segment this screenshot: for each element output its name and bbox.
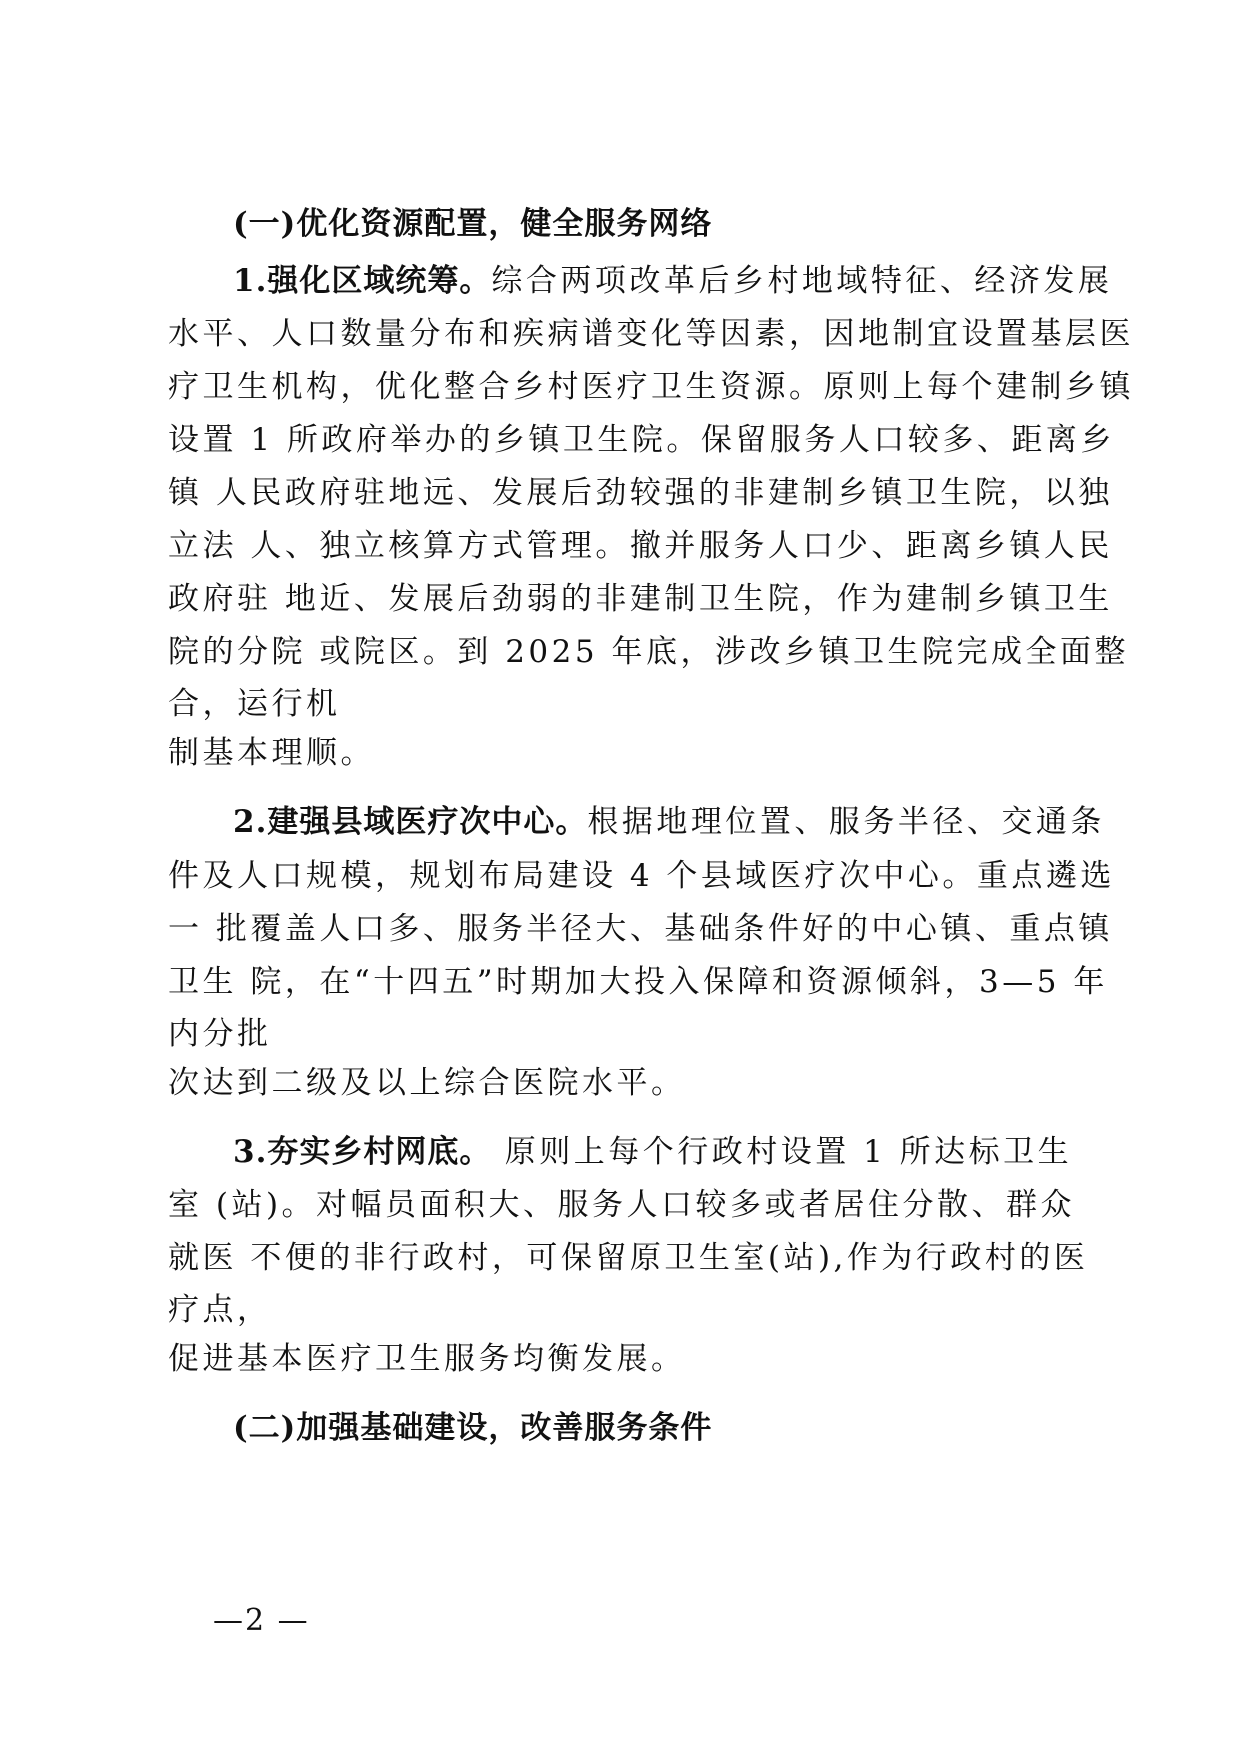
paragraph-line: 一 批覆盖人口多、服务半径大、基础条件好的中心镇、重点镇 — [168, 911, 1113, 947]
paragraph-line: 水平、人口数量分布和疾病谱变化等因素，因地制宜设置基层医 — [168, 316, 1134, 352]
paragraph-line: 卫生 院，在“十四五”时期加大投入保障和资源倾斜，3—5 年 — [168, 964, 1108, 1000]
paragraph-line: 内分批 — [168, 1016, 272, 1052]
paragraph-line: 次达到二级及以上综合医院水平。 — [168, 1065, 686, 1101]
item-lead-2: 2.建强县域医疗次中心。 — [233, 804, 588, 840]
item-text: 原则上每个行政村设置 1 所达标卫生 — [491, 1134, 1073, 1170]
paragraph-line: 疗卫生机构，优化整合乡村医疗卫生资源。原则上每个建制乡镇 — [168, 369, 1134, 405]
section-heading-2: (二)加强基础建设，改善服务条件 — [233, 1410, 713, 1446]
item-lead-1: 1.强化区域统筹。 — [233, 263, 492, 299]
paragraph-line: 院的分院 或院区。到 2025 年底，涉改乡镇卫生院完成全面整 — [168, 634, 1129, 670]
paragraph-line: 室 (站)。对幅员面积大、服务人口较多或者居住分散、群众 — [168, 1187, 1076, 1223]
paragraph-line: 就医 不便的非行政村，可保留原卫生室(站),作为行政村的医 — [168, 1240, 1089, 1276]
paragraph-line — [233, 802, 1105, 842]
item-lead-3: 3.夯实乡村网底。 — [233, 1134, 492, 1170]
paragraph-line: 促进基本医疗卫生服务均衡发展。 — [168, 1341, 686, 1377]
page-number: —2 — — [213, 1603, 310, 1638]
paragraph-line: 制基本理顺。 — [168, 735, 375, 771]
item-text: 根据地理位置、服务半径、交通条 — [587, 804, 1105, 840]
paragraph-line: 立法 人、独立核算方式管理。撤并服务人口少、距离乡镇人民 — [168, 528, 1113, 564]
paragraph-line — [233, 1132, 1072, 1172]
paragraph-line: 设置 1 所政府举办的乡镇卫生院。保留服务人口较多、距离乡 — [168, 422, 1115, 458]
section-heading-1: (一)优化资源配置，健全服务网络 — [233, 206, 713, 242]
paragraph-line: 政府驻 地近、发展后劲弱的非建制卫生院，作为建制乡镇卫生 — [168, 581, 1113, 617]
paragraph-line: 镇 人民政府驻地远、发展后劲较强的非建制乡镇卫生院，以独 — [168, 475, 1113, 511]
paragraph-line: 合，运行机 — [168, 686, 341, 722]
paragraph-line — [233, 261, 1112, 301]
item-text: 综合两项改革后乡村地域特征、经济发展 — [491, 263, 1113, 299]
paragraph-line: 件及人口规模，规划布局建设 4 个县域医疗次中心。重点遴选 — [168, 858, 1115, 894]
paragraph-line: 疗点， — [168, 1292, 272, 1328]
